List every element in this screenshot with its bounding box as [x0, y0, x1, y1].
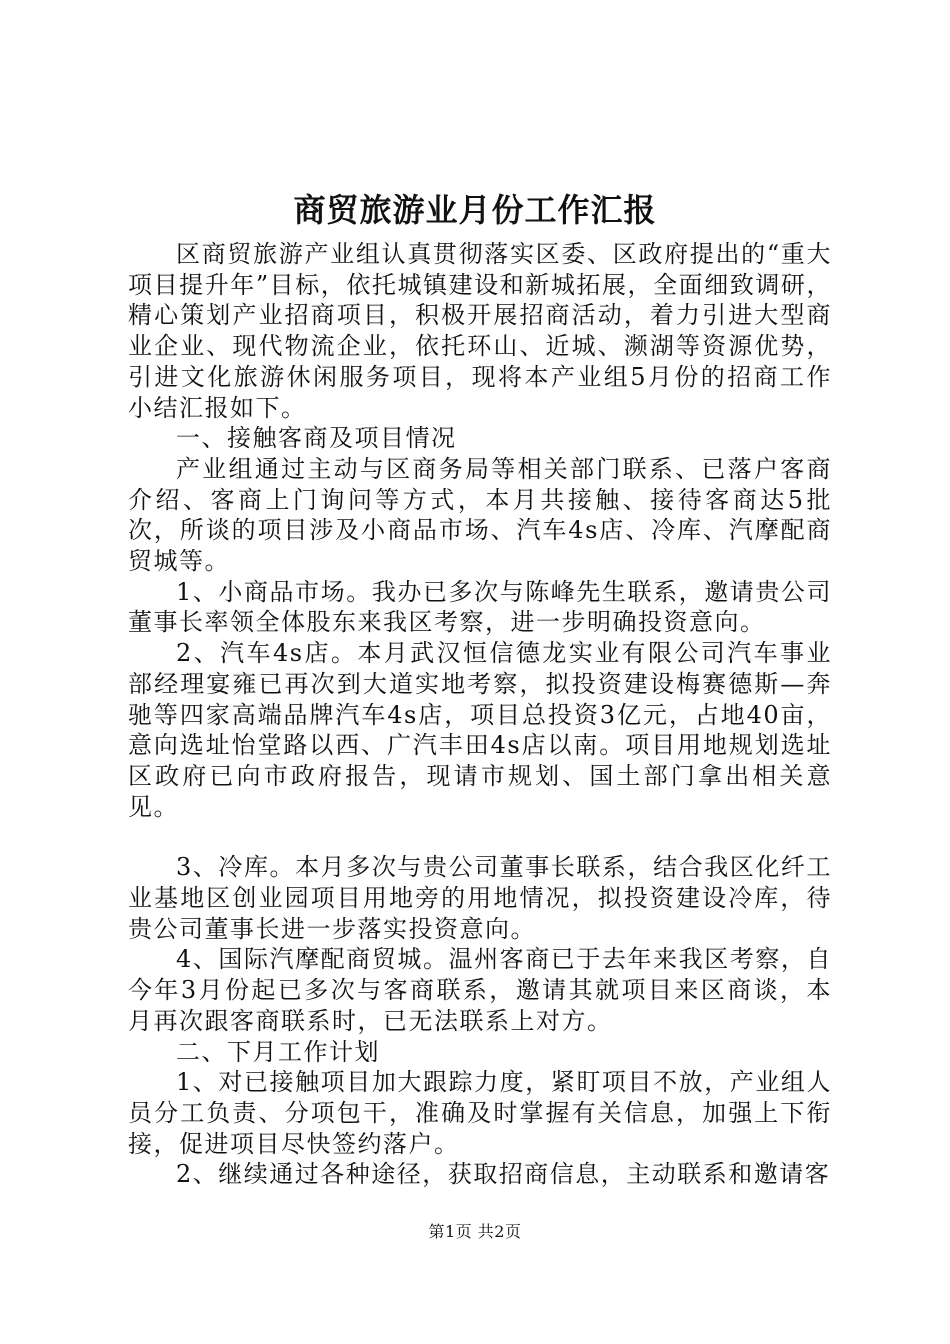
document-title: 商贸旅游业月份工作汇报	[293, 191, 657, 229]
paragraph-item-3: 3、冷库。本月多次与贵公司董事长联系，结合我区化纤工业基地区创业园项目用地旁的用地情况，拟投资建设冷库，待贵公司董事长进一步落实投资意向。	[128, 853, 832, 943]
paragraph-plan-1: 1、对已接触项目加大跟踪力度，紧盯项目不放，产业组人员分工负责、分项包干，准确及时掌握有关信息，加强上下衔接，促进项目尽快签约落户。	[128, 1068, 832, 1158]
paragraph-overview: 产业组通过主动与区商务局等相关部门联系、已落户客商介绍、客商上门询问等方式，本月共接触、接待客商达5批次，所谈的项目涉及小商品市场、汽车4s店、冷库、汽摩配商贸城等。	[128, 454, 832, 576]
section-heading-1: 一、接触客商及项目情况	[176, 424, 457, 453]
paragraph-item-1: 1、小商品市场。我办已多次与陈峰先生联系，邀请贵公司董事长率领全体股东来我区考察，进一步明确投资意向。	[128, 577, 832, 637]
page-footer: 第1页 共2页	[428, 1222, 522, 1241]
paragraph-item-2: 2、汽车4s店。本月武汉恒信德龙实业有限公司汽车事业部经理宴雍已再次到大道实地考察，拟投资建设梅赛德斯—奔驰等四家高端品牌汽车4s店，项目总投资3亿元，占地40亩，意向选址怡堂路以西、广汽丰田4s店以南。项目用地规划选址区政府已向市政府报告，现请市规划、国土部门拿出相关意见。	[128, 639, 832, 821]
paragraph-plan-2: 2、继续通过各种途径，获取招商信息，主动联系和邀请客	[176, 1160, 831, 1189]
section-heading-2: 二、下月工作计划	[176, 1037, 380, 1066]
paragraph-item-4: 4、国际汽摩配商贸城。温州客商已于去年来我区考察，自今年3月份起已多次与客商联系，邀请其就项目来区商谈，本月再次跟客商联系时，已无法联系上对方。	[128, 945, 832, 1035]
paragraph-intro: 区商贸旅游产业组认真贯彻落实区委、区政府提出的“重大项目提升年”目标，依托城镇建设和新城拓展，全面细致调研，精心策划产业招商项目，积极开展招商活动，着力引进大型商业企业、现代物流企业，依托环山、近城、濒湖等资源优势，引进文化旅游休闲服务项目，现将本产业组5月份的招商工作小结汇报如下。	[128, 240, 832, 422]
document-body	[128, 239, 832, 1190]
